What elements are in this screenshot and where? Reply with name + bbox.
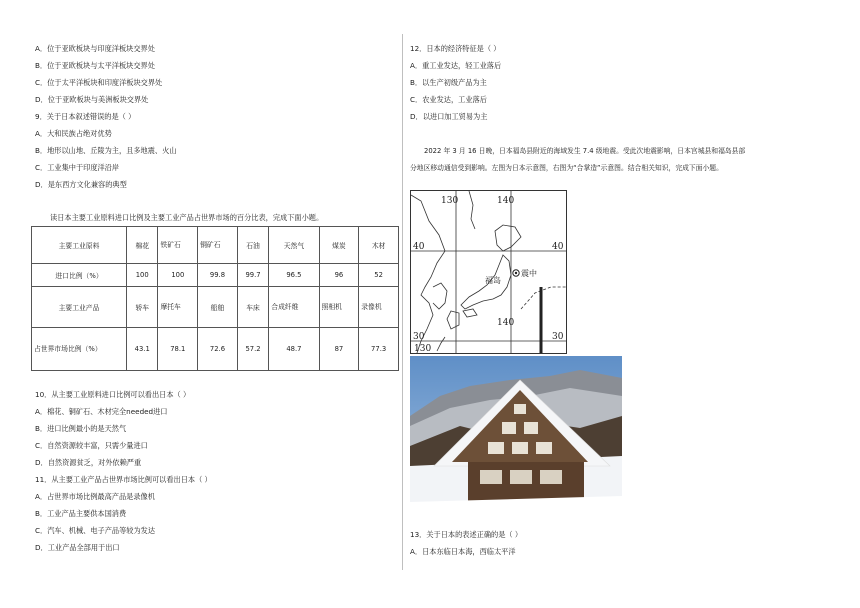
lat-label: 30 [413,332,425,342]
table-cell-text: 占世界市场比例（%） [34,344,102,353]
table-cell [359,287,399,328]
table-row-head [32,328,127,371]
data-table [31,226,399,371]
q8-option-c: C．位于太平洋板块和印度洋板块交界处 [35,78,163,87]
table-cell-text: 照相机 [321,302,342,311]
table-cell: 48.7 [269,328,319,371]
q9-option-d: D．是东西方文化兼容的典型 [35,180,127,189]
table-row-head: 主要工业产品 [32,287,127,328]
table-cell: 煤炭 [319,227,359,264]
q11-stem: 11．从主要工业产品占世界市场比例可以看出日本（ ） [35,475,212,484]
table-row [32,287,399,328]
q9-option-b: B．地形以山地、丘陵为主，且多地震、火山 [35,146,177,155]
lon-label: 130 [414,344,432,353]
passage-line-1: 2022 年 3 月 16 日晚，日本福岛县附近的海域发生 7.4 级地震。受此次地震影响，日本宫城县和福岛县部 [424,147,746,155]
gassho-house-photo [410,356,622,526]
table-cell: 棉花 [127,227,158,264]
table-cell-text: 铁矿石 [160,240,181,249]
table-cell: 车床 [237,287,268,328]
table-cell [158,227,198,264]
table-cell: 100 [158,264,198,287]
column-divider [402,34,403,570]
table-cell: 52 [359,264,399,287]
table-cell: 99.8 [198,264,238,287]
table-row [32,328,399,371]
table-cell: 77.3 [359,328,399,371]
lat-label: 40 [552,242,564,252]
table-cell [158,287,198,328]
lon-label: 130 [441,196,459,206]
q9-option-c: C．工业集中于印度洋沿岸 [35,163,120,172]
q10-option-c: C．自然资源较丰富，只需少量进口 [35,441,148,450]
table-cell: 96.5 [269,264,319,287]
q8-option-a: A．位于亚欧板块与印度洋板块交界处 [35,44,155,53]
table-cell [269,287,319,328]
table-cell [319,287,359,328]
lon-label: 140 [497,196,515,206]
q10-option-d: D．自然资源贫乏，对外依赖严重 [35,458,142,467]
table-cell: 43.1 [127,328,158,371]
q8-option-b: B．位于亚欧板块与太平洋板块交界处 [35,61,155,70]
epicenter-label: 震中 [521,269,537,278]
table-cell: 72.6 [198,328,238,371]
table-cell: 99.7 [237,264,268,287]
q11-option-b: B．工业产品主要供本国消费 [35,509,127,518]
table-cell: 100 [127,264,158,287]
japan-map [410,190,567,354]
q9-option-a: A．大和民族占绝对优势 [35,129,112,138]
q10-stem: 10．从主要工业原料进口比例可以看出日本（ ） [35,390,191,399]
gassho-house-illustration [410,356,622,526]
table-cell-text: 录像机 [361,302,382,311]
japan-map-svg [411,191,566,353]
table-row [32,264,399,287]
table-row-head: 进口比例（%） [32,264,127,287]
q12-option-a: A．重工业发达，轻工业落后 [410,61,502,70]
q12-stem: 12．日本的经济特征是（ ） [410,44,501,53]
q12-option-c: C．农业发达，工业落后 [410,95,487,104]
q13-stem: 13．关于日本的表述正确的是（ ） [410,530,523,539]
table-cell: 天然气 [269,227,319,264]
table-row [32,227,399,264]
table-cell: 87 [319,328,359,371]
q12-option-b: B．以生产初级产品为主 [410,78,487,87]
lat-label: 30 [552,332,564,342]
q12-option-d: D．以进口加工贸易为主 [410,112,488,121]
q8-option-d: D．位于亚欧板块与美洲板块交界处 [35,95,149,104]
q11-option-a: A．占世界市场比例最高产品是录像机 [35,492,155,501]
table-cell: 船舶 [198,287,238,328]
q10-option-a: A．棉花、铜矿石、木材完全needed进口 [35,407,168,416]
table-cell-text: 合成纤维 [271,302,299,311]
epicenter-dot-icon [515,272,517,274]
q11-option-c: C．汽车、机械、电子产品等较为发达 [35,526,156,535]
lat-label: 40 [413,242,425,252]
table-cell: 96 [319,264,359,287]
table-cell: 石油 [237,227,268,264]
table-cell [198,227,238,264]
fukushima-label: 福岛 [485,276,501,285]
q9-stem: 9．关于日本叙述错误的是（ ） [35,112,136,121]
passage-line-2: 分地区移动通信受到影响。左图为日本示意图，右图为“合掌造”示意图。结合相关知识，完成下面小题。 [410,164,723,172]
lon-label: 140 [497,318,515,328]
q13-option-a: A．日本东临日本海，西临太平洋 [410,547,516,556]
table-cell: 78.1 [158,328,198,371]
table-cell: 木材 [359,227,399,264]
table-cell-text: 铜矿石 [200,240,221,249]
q10-option-b: B．进口比例最小的是天然气 [35,424,127,433]
table-cell: 57.2 [237,328,268,371]
table-cell: 轿车 [127,287,158,328]
table-intro: 读日本主要工业原料进口比例及主要工业产品占世界市场的百分比表，完成下面小题。 [50,213,324,222]
table-cell-text: 摩托车 [160,302,181,311]
q11-option-d: D．工业产品全部用于出口 [35,543,120,552]
table-row-head: 主要工业原料 [32,227,127,264]
